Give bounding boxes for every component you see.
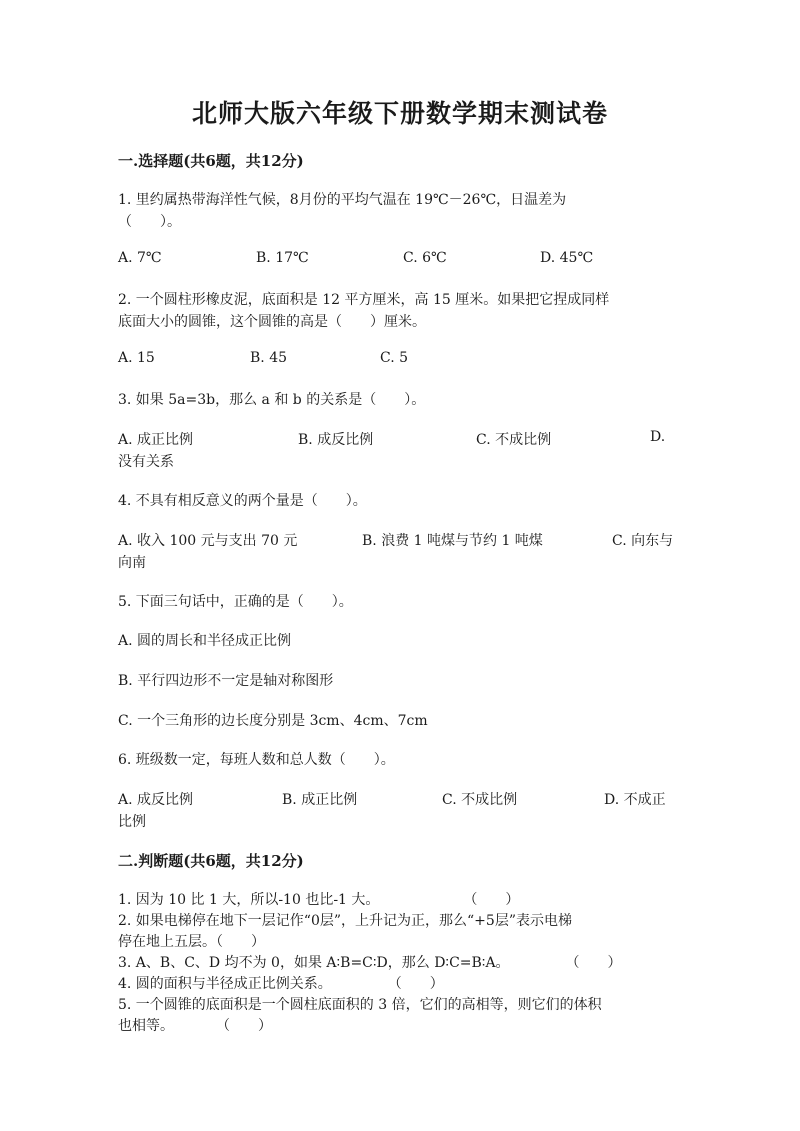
- question-3-options: [118, 429, 678, 449]
- option-c: C. 向东与: [612, 533, 674, 549]
- question-6-options: [118, 789, 678, 809]
- page-title: 北师大版六年级下册数学期末测试卷: [191, 99, 608, 128]
- judge-4: 4. 圆的面积与半径成正比例关系。 （ ）: [118, 976, 444, 992]
- question-2-text: 2. 一个圆柱形橡皮泥，底面积是 12 平方厘米，高 15 厘米。如果把它捏成同样: [118, 292, 610, 308]
- option-d: D.: [650, 429, 666, 445]
- question-5-option-a: A. 圆的周长和半径成正比例: [118, 633, 292, 649]
- option-c: C. 不成比例: [476, 432, 552, 448]
- option-c: C. 不成比例: [442, 792, 518, 808]
- question-1-text-cont: （ ）。: [118, 214, 181, 230]
- option-a: A. 成正比例: [118, 432, 194, 448]
- option-a: A. 成反比例: [118, 792, 194, 808]
- question-2-text-cont: 底面大小的圆锥，这个圆锥的高是（ ）厘米。: [118, 314, 426, 330]
- question-5-text: 5. 下面三句话中，正确的是（ ）。: [118, 594, 353, 610]
- option-a: A. 收入 100 元与支出 70 元: [118, 533, 298, 549]
- option-b: B. 成正比例: [282, 792, 358, 808]
- question-4-text: 4. 不具有相反意义的两个量是（ ）。: [118, 493, 367, 509]
- option-d: D. 45℃: [540, 250, 594, 266]
- option-b: B. 17℃: [256, 250, 309, 266]
- option-c: C. 6℃: [403, 250, 447, 266]
- option-a: A. 7℃: [118, 250, 162, 266]
- question-1-text: 1. 里约属热带海洋性气候，8月份的平均气温在 19℃－26℃，日温差为: [118, 192, 567, 208]
- judge-5-cont: 也相等。 （ ）: [118, 1018, 272, 1034]
- question-4-options: [118, 530, 678, 550]
- judge-2-cont: 停在地上五层。（ ）: [118, 934, 265, 950]
- judge-3: 3. A、B、C、D 均不为 0，如果 A∶B=C∶D，那么 D∶C=B∶A。 （ ）: [118, 955, 622, 971]
- option-a: A. 15: [118, 350, 155, 366]
- option-d: D. 不成正: [604, 792, 666, 808]
- question-2-options: [118, 350, 678, 370]
- section-heading-true-false: 二.判断题(共6题，共12分): [118, 852, 304, 870]
- question-1-options: [118, 250, 678, 270]
- question-5-option-c: C. 一个三角形的边长度分别是 3cm、4cm、7cm: [118, 713, 428, 729]
- judge-1: 1. 因为 10 比 1 大，所以-10 也比-1 大。 （ ）: [118, 892, 520, 908]
- option-b: B. 成反比例: [298, 432, 374, 448]
- question-4-option-c-wrap: 向南: [118, 555, 146, 571]
- judge-2: 2. 如果电梯停在地下一层记作“0层”，上升记为正，那么“+5层”表示电梯: [118, 913, 572, 929]
- option-c: C. 5: [380, 350, 409, 366]
- judge-5: 5. 一个圆锥的底面积是一个圆柱底面积的 3 倍，它们的高相等，则它们的体积: [118, 997, 602, 1013]
- option-b: B. 45: [250, 350, 288, 366]
- option-b: B. 浪费 1 吨煤与节约 1 吨煤: [362, 533, 543, 549]
- question-3-option-d-wrap: 没有关系: [118, 454, 174, 470]
- question-6-option-d-wrap: 比例: [118, 814, 146, 830]
- section-heading-choice: 一.选择题(共6题，共12分): [118, 152, 304, 170]
- question-5-option-b: B. 平行四边形不一定是轴对称图形: [118, 673, 334, 689]
- question-3-text: 3. 如果 5a=3b，那么 a 和 b 的关系是（ ）。: [118, 392, 426, 408]
- question-6-text: 6. 班级数一定，每班人数和总人数（ ）。: [118, 752, 395, 768]
